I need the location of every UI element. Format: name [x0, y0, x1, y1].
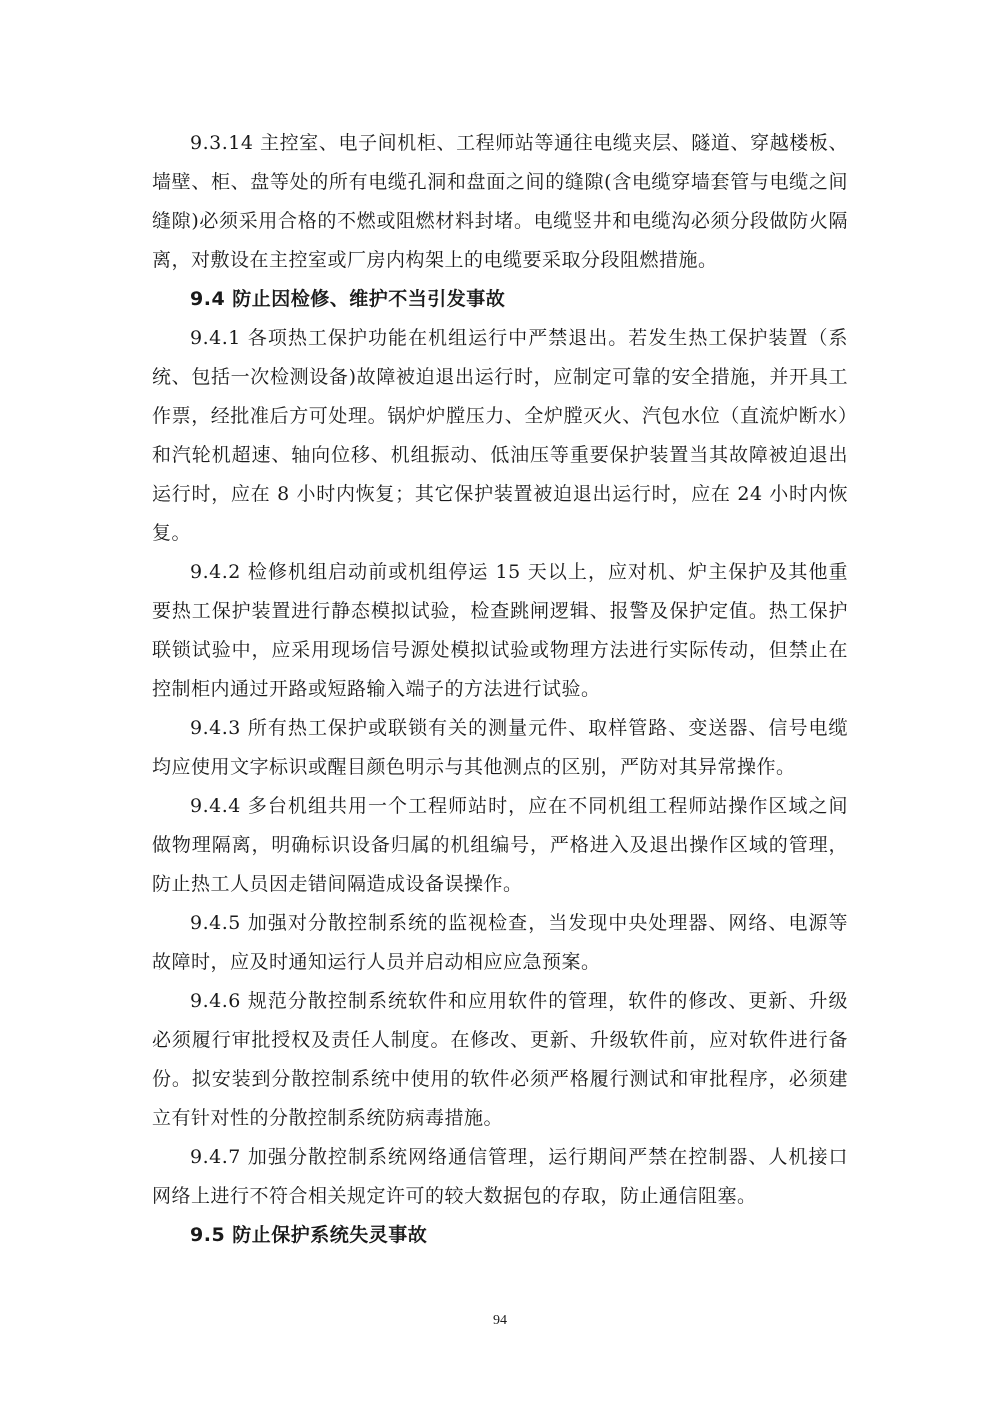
- document-body: [152, 124, 848, 1255]
- paragraph-9-4-1: 9.4.1 各项热工保护功能在机组运行中严禁退出。若发生热工保护装置（系统、包括一次检测设备)故障被迫退出运行时，应制定可靠的安全措施，并开具工作票，经批准后方可处理。锅炉炉膛压力、全炉膛灭火、汽包水位（直流炉断水）和汽轮机超速、轴向位移、机组振动、低油压等重要保护装置当其故障被迫退出运行时，应在 8 小时内恢复；其它保护装置被迫退出运行时，应在 24 小时内恢复。: [152, 327, 848, 544]
- paragraph-9-4-3: 9.4.3 所有热工保护或联锁有关的测量元件、取样管路、变送器、信号电缆均应使用文字标识或醒目颜色明示与其他测点的区别，严防对其异常操作。: [152, 717, 848, 778]
- paragraph-9-4-2: 9.4.2 检修机组启动前或机组停运 15 天以上，应对机、炉主保护及其他重要热工保护装置进行静态模拟试验，检查跳闸逻辑、报警及保护定值。热工保护联锁试验中，应采用现场信号源处模拟试验或物理方法进行实际传动，但禁止在控制柜内通过开路或短路输入端子的方法进行试验。: [152, 561, 848, 700]
- paragraph-9-4-7: 9.4.7 加强分散控制系统网络通信管理，运行期间严禁在控制器、人机接口网络上进行不符合相关规定许可的较大数据包的存取，防止通信阻塞。: [152, 1146, 848, 1207]
- paragraph-9-4-5: 9.4.5 加强对分散控制系统的监视检查，当发现中央处理器、网络、电源等故障时，应及时通知运行人员并启动相应应急预案。: [152, 912, 848, 973]
- paragraph-9-4-4: 9.4.4 多台机组共用一个工程师站时，应在不同机组工程师站操作区域之间做物理隔离，明确标识设备归属的机组编号，严格进入及退出操作区域的管理，防止热工人员因走错间隔造成设备误操作。: [152, 795, 848, 895]
- paragraph-9-4-6: 9.4.6 规范分散控制系统软件和应用软件的管理，软件的修改、更新、升级必须履行审批授权及责任人制度。在修改、更新、升级软件前，应对软件进行备份。拟安装到分散控制系统中使用的软件必须严格履行测试和审批程序，必须建立有针对性的分散控制系统防病毒措施。: [152, 990, 848, 1129]
- section-heading-9-5: 9.5 防止保护系统失灵事故: [190, 1224, 428, 1246]
- section-heading-9-4: 9.4 防止因检修、维护不当引发事故: [190, 288, 506, 310]
- paragraph-9-3-14: 9.3.14 主控室、电子间机柜、工程师站等通往电缆夹层、隧道、穿越楼板、墙壁、柜、盘等处的所有电缆孔洞和盘面之间的缝隙(含电缆穿墙套管与电缆之间缝隙)必须采用合格的不燃或阻燃材料封堵。电缆竖井和电缆沟必须分段做防火隔离，对敷设在主控室或厂房内构架上的电缆要采取分段阻燃措施。: [152, 132, 848, 271]
- page-number: 94: [493, 1313, 507, 1328]
